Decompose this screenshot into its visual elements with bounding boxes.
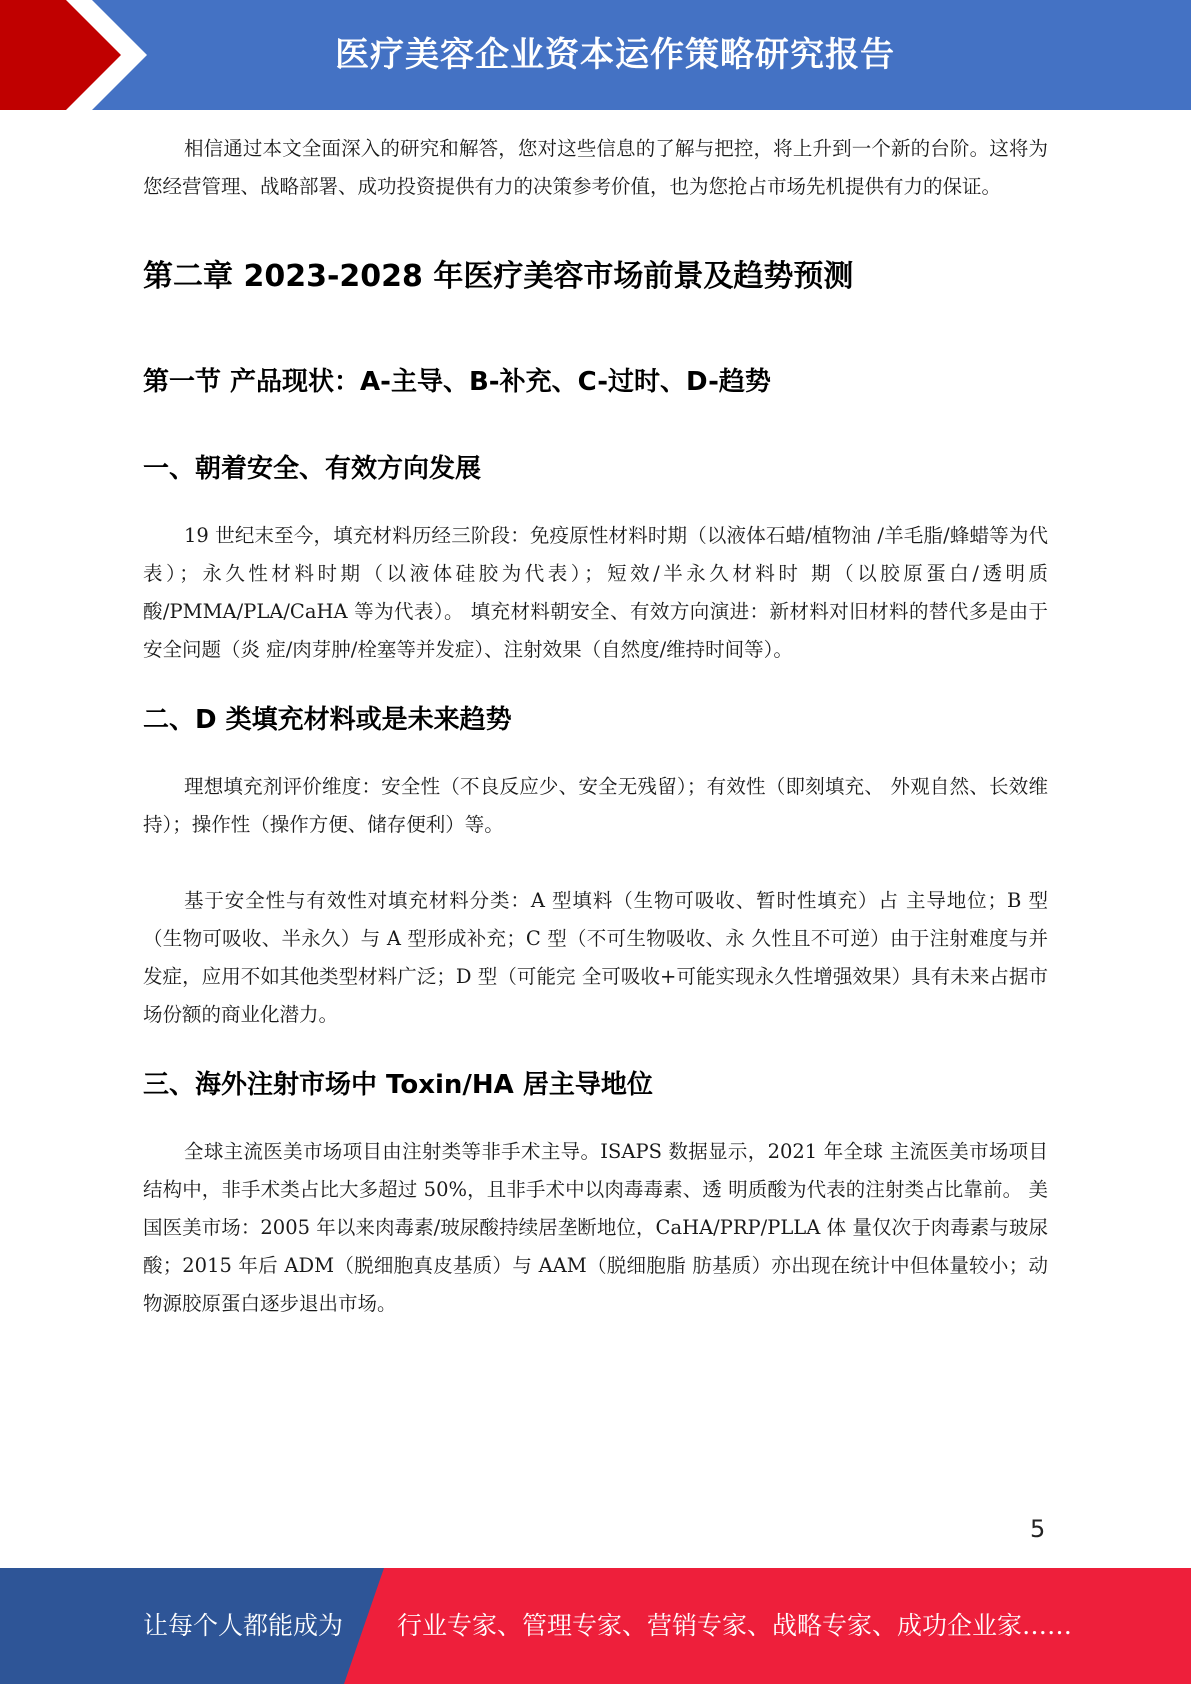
subsection-title-3: 三、海外注射市场中 Toxin/HA 居主导地位: [143, 1070, 653, 1100]
intro-paragraph: 相信通过本文全面深入的研究和解答，您对这些信息的了解与把控，将上升到一个新的台阶。这将为您经营管理、战略部署、成功投资提供有力的决策参考价值，也为您抢占市场先机提供有力的保证。: [143, 137, 1048, 198]
report-title: 医疗美容企业资本运作策略研究报告: [335, 35, 895, 75]
page-content: [143, 130, 1048, 1323]
subsection-2-paragraph-2: 基于安全性与有效性对填充材料分类：A 型填料（生物可吸收、暂时性填充）占 主导地位；B 型（生物可吸收、半永久）与 A 型形成补充；C 型（不可生物吸收、永 久性且不可逆）由于注射难度与并发症，应用不如其他类型材料广泛；D 型（可能完 全可吸收+可能实现永久性增强效果）具有未来占据市场份额的商业化潜力。: [143, 889, 1048, 1026]
subsection-title-2: 二、D 类填充材料或是未来趋势: [143, 705, 512, 735]
subsection-2-paragraph-1: 理想填充剂评价维度：安全性（不良反应少、安全无残留）；有效性（即刻填充、 外观自然、长效维持）；操作性（操作方便、储存便利）等。: [143, 775, 1048, 836]
page-number: 5: [1030, 1515, 1046, 1543]
subsection-title-1: 一、朝着安全、有效方向发展: [143, 454, 482, 484]
footer-slogan-list: 行业专家、管理专家、营销专家、战略专家、成功企业家……: [397, 1611, 1073, 1640]
section-title: 第一节 产品现状：A-主导、B-补充、C-过时、D-趋势: [143, 367, 771, 397]
footer-slogan-lead: 让每个人都能成为: [143, 1611, 344, 1640]
chapter-title: 第二章 2023-2028 年医疗美容市场前景及趋势预测: [143, 259, 854, 294]
subsection-1-paragraph: 19 世纪末至今，填充材料历经三阶段：免疫原性材料时期（以液体石蜡/植物油 /羊毛脂/蜂蜡等为代表）；永久性材料时期（以液体硅胶为代表）；短效/半永久材料时 期（以胶原蛋白/透明质酸/PMMA/PLA/CaHA 等为代表）。 填充材料朝安全、有效方向演进：新材料对旧材料的替代多是由于安全问题（炎 症/肉芽肿/栓塞等并发症）、注射效果（自然度/维持时间等）。: [143, 524, 1048, 661]
subsection-3-paragraph: 全球主流医美市场项目由注射类等非手术主导。ISAPS 数据显示，2021 年全球 主流医美市场项目结构中，非手术类占比大多超过 50%，且非手术中以肉毒毒素、透 明质酸为代表的注射类占比靠前。 美国医美市场：2005 年以来肉毒素/玻尿酸持续居垄断地位，CaHA/PRP/PLLA 体 量仅次于肉毒素与玻尿酸；2015 年后 ADM（脱细胞真皮基质）与 AAM（脱细胞脂 肪基质）亦出现在统计中但体量较小；动物源胶原蛋白逐步退出市场。: [143, 1140, 1048, 1315]
